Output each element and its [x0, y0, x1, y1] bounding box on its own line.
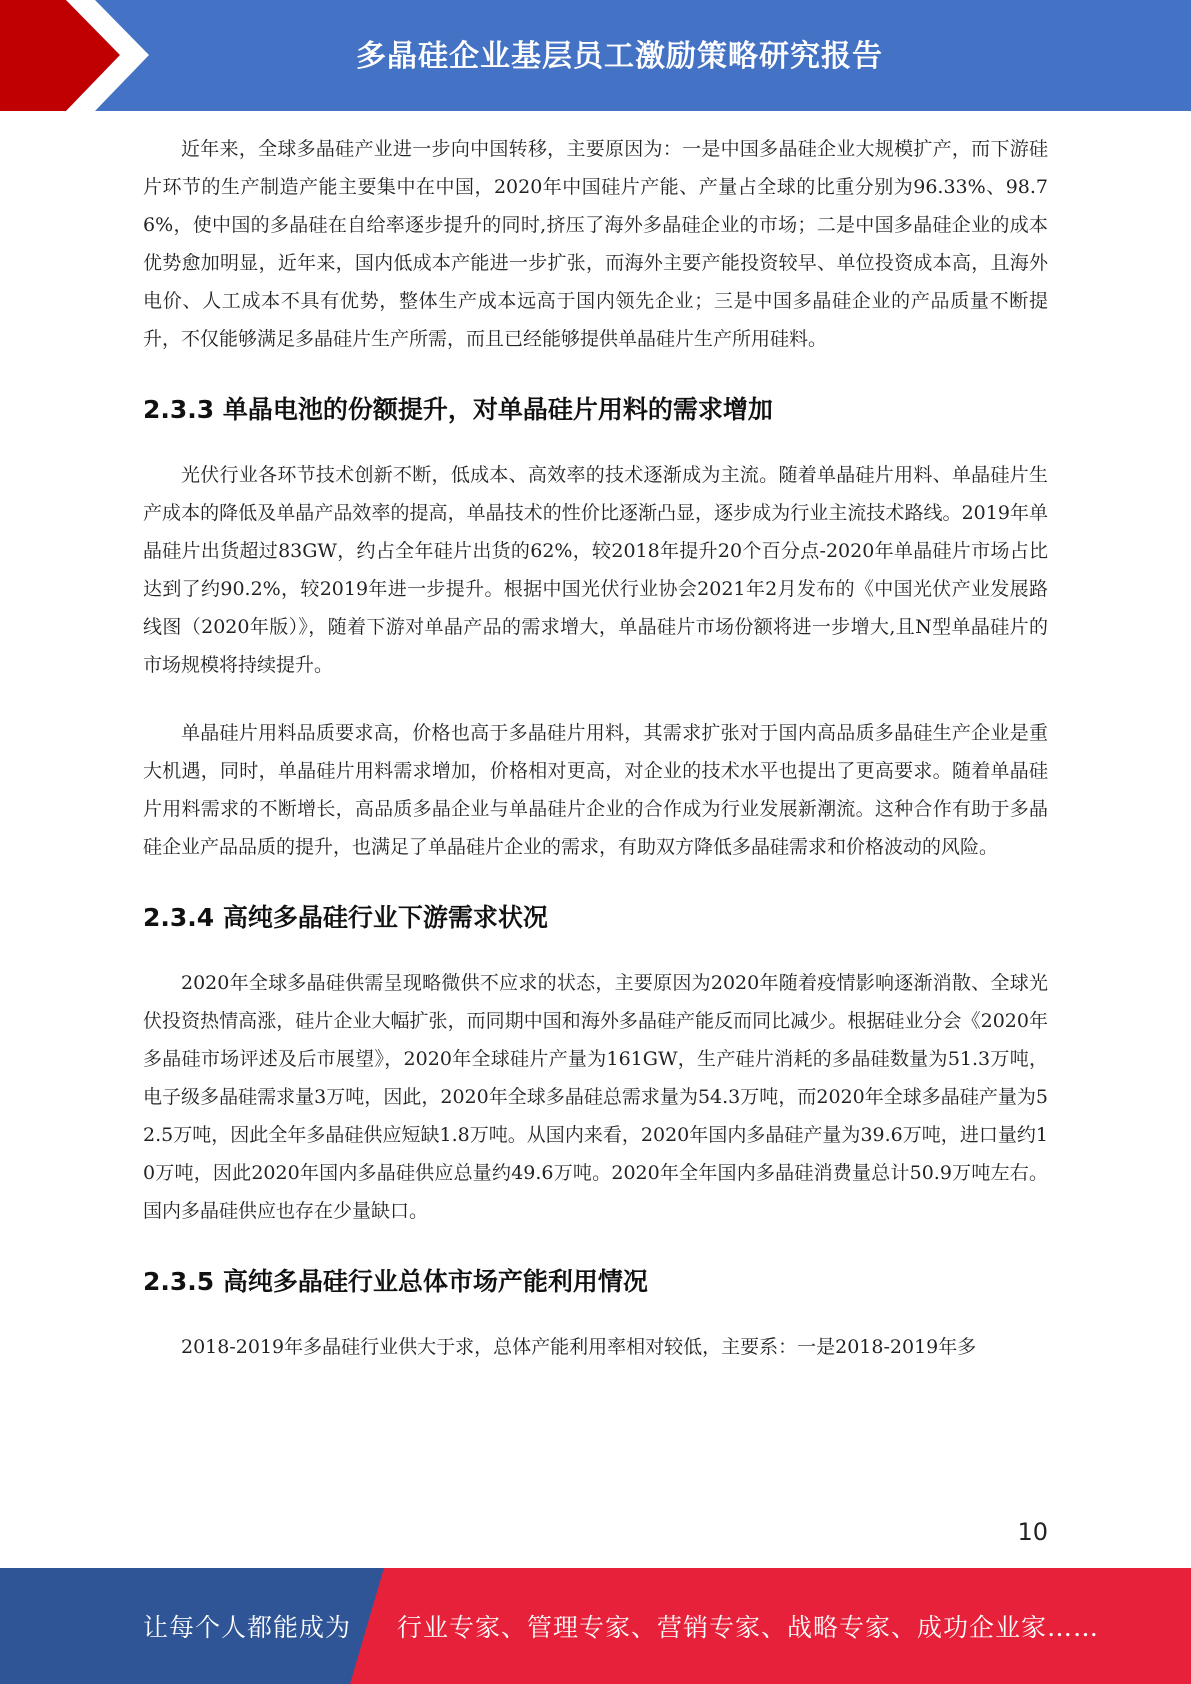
- page-footer: [0, 1568, 1191, 1684]
- paragraph-2-3-5: 2018-2019年多晶硅行业供大于求，总体产能利用率相对较低，主要系：一是2018-2019年多: [181, 1336, 977, 1358]
- header-title: 多晶硅企业基层员工激励策略研究报告: [356, 38, 883, 74]
- footer-slogan-right: 行业专家、管理专家、营销专家、战略专家、成功企业家……: [397, 1613, 1100, 1642]
- section-title-2-3-4: 2.3.4 高纯多晶硅行业下游需求状况: [143, 903, 548, 932]
- footer-slogan-left: 让每个人都能成为: [143, 1613, 352, 1642]
- paragraph-2-3-3-a: 光伏行业各环节技术创新不断，低成本、高效率的技术逐渐成为主流。随着单晶硅片用料、单晶硅片生产成本的降低及单晶产品效率的提高，单晶技术的性价比逐渐凸显，逐步成为行业主流技术路线。2019年单晶硅片出货超过83GW，约占全年硅片出货的62%，较2018年提升20个百分点-2020年单晶硅片市场占比达到了约90.2%，较2019年进一步提升。根据中国光伏行业协会2021年2月发布的《中国光伏产业发展路线图（2020年版）》，随着下游对单晶产品的需求增大，单晶硅片市场份额将进一步增大,且N型单晶硅片的市场规模将持续提升。: [143, 464, 1048, 676]
- document-body: [143, 130, 1048, 1366]
- section-title-2-3-5: 2.3.5 高纯多晶硅行业总体市场产能利用情况: [143, 1267, 648, 1296]
- page-number: 10: [1017, 1518, 1048, 1546]
- paragraph-2-3-4: 2020年全球多晶硅供需呈现略微供不应求的状态，主要原因为2020年随着疫情影响逐渐消散、全球光伏投资热情高涨，硅片企业大幅扩张，而同期中国和海外多晶硅产能反而同比减少。根据硅业分会《2020年多晶硅市场评述及后市展望》，2020年全球硅片产量为161GW，生产硅片消耗的多晶硅数量为51.3万吨，电子级多晶硅需求量3万吨，因此，2020年全球多晶硅总需求量为54.3万吨，而2020年全球多晶硅产量为52.5万吨，因此全年多晶硅供应短缺1.8万吨。从国内来看，2020年国内多晶硅产量为39.6万吨，进口量约10万吨，因此2020年国内多晶硅供应总量约49.6万吨。2020年全年国内多晶硅消费量总计50.9万吨左右。国内多晶硅供应也存在少量缺口。: [143, 972, 1048, 1222]
- paragraph-intro: 近年来，全球多晶硅产业进一步向中国转移，主要原因为：一是中国多晶硅企业大规模扩产，而下游硅片环节的生产制造产能主要集中在中国，2020年中国硅片产能、产量占全球的比重分别为96.33%、98.76%，使中国的多晶硅在自给率逐步提升的同时,挤压了海外多晶硅企业的市场；二是中国多晶硅企业的成本优势愈加明显，近年来，国内低成本产能进一步扩张，而海外主要产能投资较早、单位投资成本高，且海外电价、人工成本不具有优势，整体生产成本远高于国内领先企业；三是中国多晶硅企业的产品质量不断提升，不仅能够满足多晶硅片生产所需，而且已经能够提供单晶硅片生产所用硅料。: [143, 138, 1048, 350]
- section-title-2-3-3: 2.3.3 单晶电池的份额提升，对单晶硅片用料的需求增加: [143, 395, 773, 424]
- paragraph-2-3-3-b: 单晶硅片用料品质要求高，价格也高于多晶硅片用料，其需求扩张对于国内高品质多晶硅生产企业是重大机遇，同时，单晶硅片用料需求增加，价格相对更高，对企业的技术水平也提出了更高要求。随着单晶硅片用料需求的不断增长，高品质多晶企业与单晶硅片企业的合作成为行业发展新潮流。这种合作有助于多晶硅企业产品品质的提升，也满足了单晶硅片企业的需求，有助双方降低多晶硅需求和价格波动的风险。: [143, 722, 1048, 858]
- page-header: [0, 0, 1191, 111]
